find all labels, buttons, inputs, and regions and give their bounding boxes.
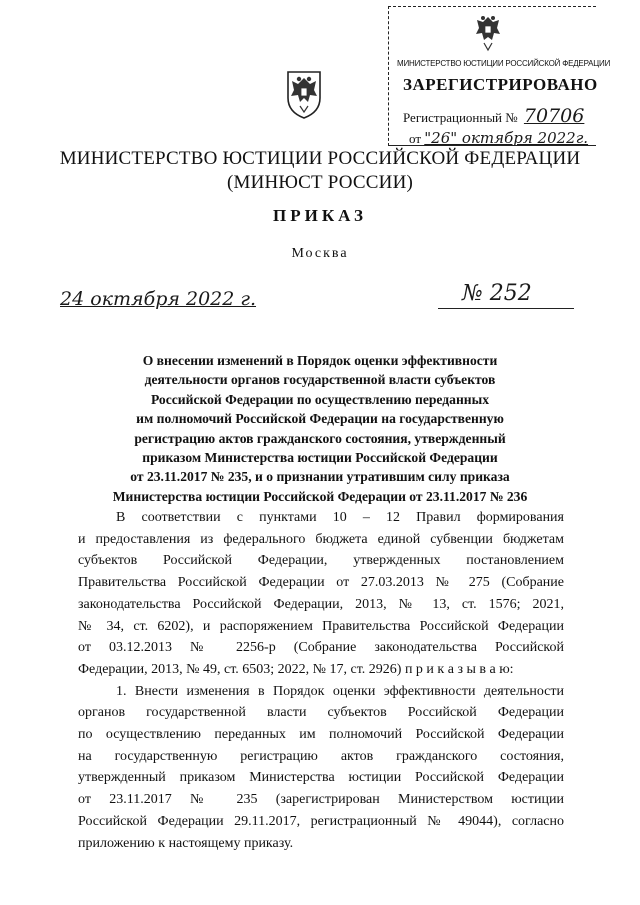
body-line: от 03.12.2013 № 2256-р (Собрание законодательства Российской (78, 640, 564, 656)
subject-line: регистрацию актов гражданского состояния, утвержденный (134, 430, 506, 446)
coat-of-arms-emblem (284, 68, 324, 120)
body-line: на государственную регистрацию актов гражданского состояния, (78, 748, 564, 764)
order-number: № 252 (438, 280, 574, 309)
body-line: от 23.11.2017 № 235 (зарегистрирован Министерством юстиции (78, 792, 564, 808)
body-line: № 34, ст. 6202), и распоряжением Правительства Российской Федерации (78, 618, 564, 634)
order-subject (70, 351, 570, 506)
order-date: 24 октября 2022 г. (60, 288, 257, 310)
body-line: законодательства Российской Федерации, 2013, № 13, ст. 1576; 2021, (78, 596, 564, 612)
subject-line: им полномочий Российской Федерации на государственную (136, 411, 504, 427)
stamp-emblem-icon (471, 13, 505, 55)
stamp-reg-number: 70706 (523, 105, 585, 127)
body-line: Федерации, 2013, № 49, ст. 6503; 2022, № 17, ст. 2926) п р и к а з ы в а ю: (78, 661, 514, 677)
subject-line: Российской Федерации по осуществлению переданных (150, 391, 490, 407)
document-title: ПРИКАЗ (273, 206, 367, 225)
body-line: В соответствии с пунктами 10 – 12 Правил формирования (116, 510, 564, 525)
subject-line: О внесении изменений в Порядок оценки эффективности (142, 353, 498, 368)
subject-line: деятельности органов государственной власти субъектов (144, 372, 496, 388)
document-city: Москва (291, 246, 349, 261)
order-body (78, 507, 564, 854)
body-line: Правительства Российской Федерации от 27.03.2013 № 275 (Собрание (78, 575, 564, 591)
stamp-status: ЗАРЕГИСТРИРОВАНО (403, 75, 598, 94)
ministry-name: МИНИСТЕРСТВО ЮСТИЦИИ РОССИЙСКОЙ ФЕДЕРАЦИИ (59, 148, 581, 169)
stamp-date-prefix: от (409, 131, 422, 146)
body-line: и предоставления из федерального бюджета единой субвенции бюджетам (78, 531, 564, 547)
registration-stamp (388, 6, 611, 147)
body-line: утвержденный приказом Министерства юстиции Российской Федерации (78, 770, 564, 786)
stamp-organization: МИНИСТЕРСТВО ЮСТИЦИИ РОССИЙСКОЙ ФЕДЕРАЦИИ (397, 59, 611, 68)
body-line: субъектов Российской Федерации, утвержденных постановлением (78, 553, 564, 569)
subject-line: приказом Министерства юстиции Российской Федерации (142, 450, 498, 466)
stamp-reg-label: Регистрационный № (403, 110, 518, 125)
stamp-date-value: "26" октября 2022г. (424, 129, 589, 147)
body-line: органов государственной власти субъектов Российской Федерации (78, 705, 564, 721)
subject-line: Министерства юстиции Российской Федерации от 23.11.2017 № 236 (112, 488, 528, 504)
body-line: 1. Внести изменения в Порядок оценки эффективности деятельности (116, 683, 564, 699)
subject-line: от 23.11.2017 № 235, и о признании утратившим силу приказа (130, 469, 510, 485)
stamp-registration (403, 105, 584, 127)
stamp-date (409, 129, 588, 147)
body-line: приложению к настоящему приказу. (78, 835, 294, 851)
ministry-short-name: (МИНЮСТ РОССИИ) (226, 172, 414, 193)
body-line: Российской Федерации 29.11.2017, регистрационный № 49044), согласно (78, 813, 564, 829)
body-line: по осуществлению переданных им полномочий Российской Федерации (78, 727, 564, 743)
